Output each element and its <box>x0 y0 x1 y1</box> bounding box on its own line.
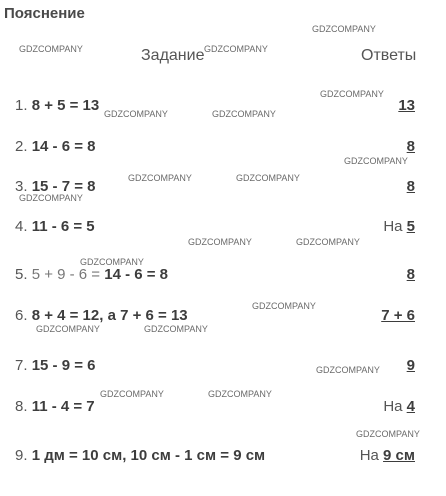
watermark: GDZCOMPANY <box>312 24 376 34</box>
answer-value: 7 + 6 <box>381 307 415 324</box>
row-task: 1 дм = 10 см, 10 см - 1 см = 9 см <box>31 447 266 464</box>
answer-value: 5 <box>406 218 415 235</box>
exercise-row-5 <box>15 266 415 286</box>
watermark: GDZCOMPANY <box>236 173 300 183</box>
answer-value: 9 см <box>383 447 415 464</box>
answer-prefix: На <box>383 398 407 415</box>
answer-value: 8 <box>406 138 415 155</box>
watermark: GDZCOMPANY <box>80 257 144 267</box>
row-number: 1. <box>15 97 28 114</box>
row-number: 6. <box>15 307 28 324</box>
row-answer <box>383 398 415 415</box>
watermark: GDZCOMPANY <box>208 389 272 399</box>
watermark: GDZCOMPANY <box>36 324 100 334</box>
watermark: GDZCOMPANY <box>19 44 83 54</box>
row-answer <box>383 218 415 235</box>
page-heading: Пояснение <box>4 5 85 22</box>
row-answer <box>381 307 415 324</box>
watermark: GDZCOMPANY <box>356 429 420 439</box>
watermark: GDZCOMPANY <box>320 89 384 99</box>
row-number: 2. <box>15 138 28 155</box>
answer-column-header: Ответы <box>361 47 417 64</box>
watermark: GDZCOMPANY <box>19 193 83 203</box>
row-answer <box>398 97 415 114</box>
answer-value: 4 <box>406 398 415 415</box>
row-task: 8 + 5 = 13 <box>31 97 100 114</box>
watermark: GDZCOMPANY <box>316 365 380 375</box>
watermark: GDZCOMPANY <box>104 109 168 119</box>
answer-value: 8 <box>406 266 415 283</box>
row-task: 11 - 6 = 5 <box>31 218 95 235</box>
watermark: GDZCOMPANY <box>212 109 276 119</box>
exercise-row-4 <box>15 218 415 238</box>
row-plain-text: 5 + 9 - 6 = <box>31 266 105 283</box>
watermark: GDZCOMPANY <box>252 301 316 311</box>
answer-prefix: На <box>383 218 407 235</box>
watermark: GDZCOMPANY <box>296 237 360 247</box>
row-number: 7. <box>15 357 28 374</box>
watermark: GDZCOMPANY <box>144 324 208 334</box>
row-number: 3. <box>15 178 28 195</box>
watermark: GDZCOMPANY <box>100 389 164 399</box>
watermark: GDZCOMPANY <box>344 156 408 166</box>
answer-prefix: На <box>359 447 384 464</box>
answer-value: 13 <box>398 97 415 114</box>
row-answer <box>360 447 415 464</box>
row-task: 14 - 6 = 8 <box>31 138 96 155</box>
row-task: 8 + 4 = 12, а 7 + 6 = 13 <box>31 307 188 324</box>
answer-value: 8 <box>406 178 415 195</box>
row-number: 9. <box>15 447 28 464</box>
row-task: 11 - 4 = 7 <box>31 398 95 415</box>
row-answer <box>407 357 415 374</box>
watermark: GDZCOMPANY <box>204 44 268 54</box>
row-answer <box>407 266 415 283</box>
task-column-header: Задание <box>141 47 205 64</box>
answer-value: 9 <box>406 357 415 374</box>
row-number: 4. <box>15 218 28 235</box>
row-task: 15 - 7 = 8 <box>31 178 96 195</box>
row-answer <box>407 178 415 195</box>
watermark: GDZCOMPANY <box>128 173 192 183</box>
exercise-row-8 <box>15 398 415 418</box>
row-task: 14 - 6 = 8 <box>104 266 169 283</box>
exercise-row-2 <box>15 138 415 158</box>
row-number: 8. <box>15 398 28 415</box>
row-task: 15 - 9 = 6 <box>31 357 96 374</box>
exercise-row-9 <box>15 447 415 467</box>
watermark: GDZCOMPANY <box>188 237 252 247</box>
row-number: 5. <box>15 266 28 283</box>
row-answer <box>407 138 415 155</box>
